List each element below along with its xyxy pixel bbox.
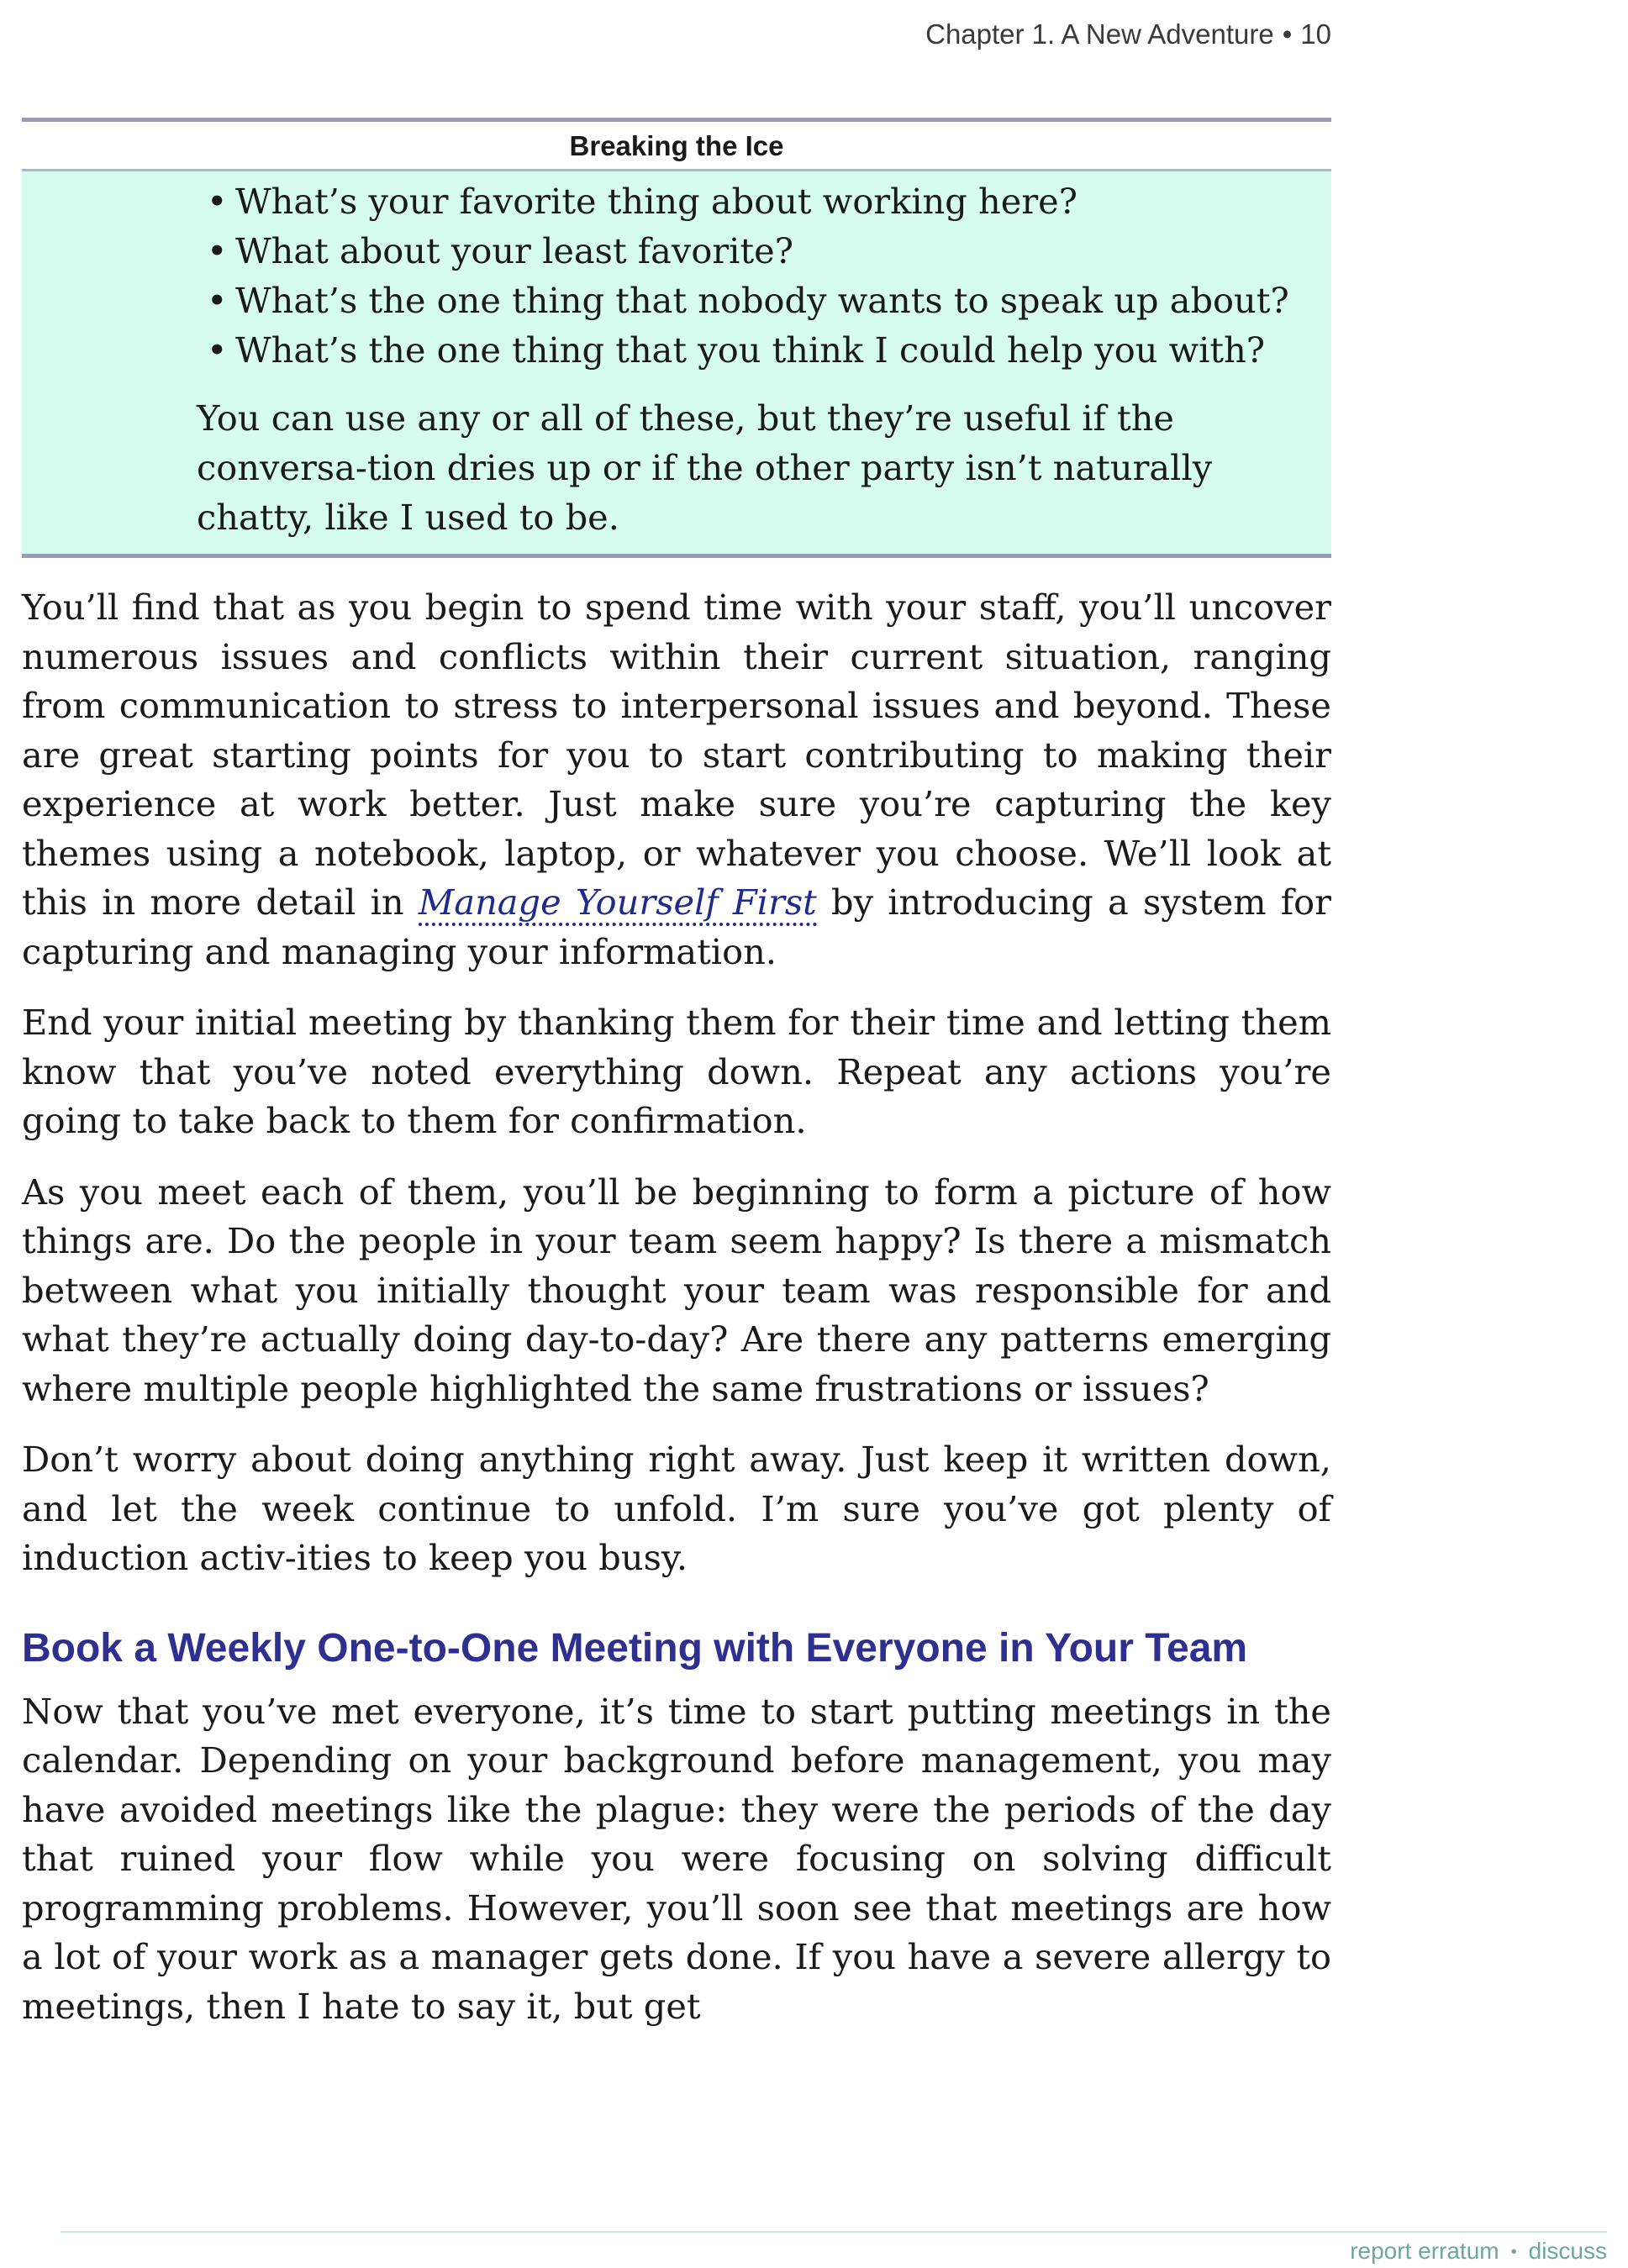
bullet-icon: • [207,181,228,222]
question-text: What about your least favorite? [235,230,793,271]
question-list [197,176,1316,375]
sidebar-title: Breaking the Ice [22,122,1331,171]
chapter-title: Chapter 1. A New Adventure [925,18,1274,50]
manage-yourself-first-link[interactable]: Manage Yourself First [419,881,817,926]
body-paragraph [22,583,1331,976]
footer-divider [61,2231,1607,2233]
bullet-icon: • [207,329,228,371]
footer-separator: • [1510,2243,1517,2262]
header-bullet: • [1282,18,1293,50]
section-heading: Book a Weekly One-to-One Meeting with Everyone in Your Team [22,1625,1248,1671]
page-header [925,18,1331,50]
list-item [197,176,1316,226]
report-erratum-link[interactable]: report erratum [1350,2238,1499,2264]
footer-links [1350,2238,1607,2265]
body-paragraph: Don’t worry about doing anything right away. Just keep it written down, and let the week continue to unfold. I’m sure you’ve got plenty of induction activ-ities to keep you busy. [22,1439,1331,1578]
question-text: What’s the one thing that you think I could help you with? [235,329,1266,371]
bullet-icon: • [207,230,228,271]
body-paragraph: As you meet each of them, you’ll be beginning to form a picture of how things are. Do the people in your team seem happy? Is there a mismatch between what you initially thought your team was responsible for and what they’re actually doing day-to-day? Are there any patterns emerging where multiple people highlighted the same frustrations or issues? [22,1171,1331,1409]
list-item [197,226,1316,276]
paragraph-text: by introducing a system for capturing and managing your information. [22,881,1331,972]
discuss-link[interactable]: discuss [1528,2238,1607,2264]
sidebar-box [22,118,1331,558]
body-paragraph: End your initial meeting by thanking them for their time and letting them know that you’ve noted everything down. Repeat any actions you’re going to take back to them for confirmation. [22,1002,1331,1141]
list-item [197,276,1316,325]
paragraph-text: You’ll find that as you begin to spend time with your staff, you’ll uncover numerous issues and conflicts within their current situation, ranging from communication to stress to interpersonal issues and beyond. These are great starting points for you to start contributing to making their experience at work better. Just make sure you’re capturing the key themes using a notebook, laptop, or whatever you choose. We’ll look at this in more detail in [22,587,1331,923]
question-text: What’s the one thing that nobody wants to speak up about? [235,280,1289,321]
question-text: What’s your favorite thing about working here? [235,181,1077,222]
sidebar-body [22,171,1331,554]
list-item [197,325,1316,375]
page-content [22,118,1331,2053]
body-paragraph: Now that you’ve met everyone, it’s time to start putting meetings in the calendar. Depending on your background before management, you may have avoided meetings like the plague: they were the periods of the day that ruined your flow while you were focusing on solving difficult programming problems. However, you’ll soon see that meetings are how a lot of your work as a manager gets done. If you have a severe allergy to meetings, then I hate to say it, but get [22,1690,1331,2027]
bullet-icon: • [207,280,228,321]
page-number: 10 [1300,18,1331,50]
sidebar-note: You can use any or all of these, but they’re useful if the conversa-tion dries up or if the other party isn’t naturally chatty, like I used to be. [197,397,1213,538]
